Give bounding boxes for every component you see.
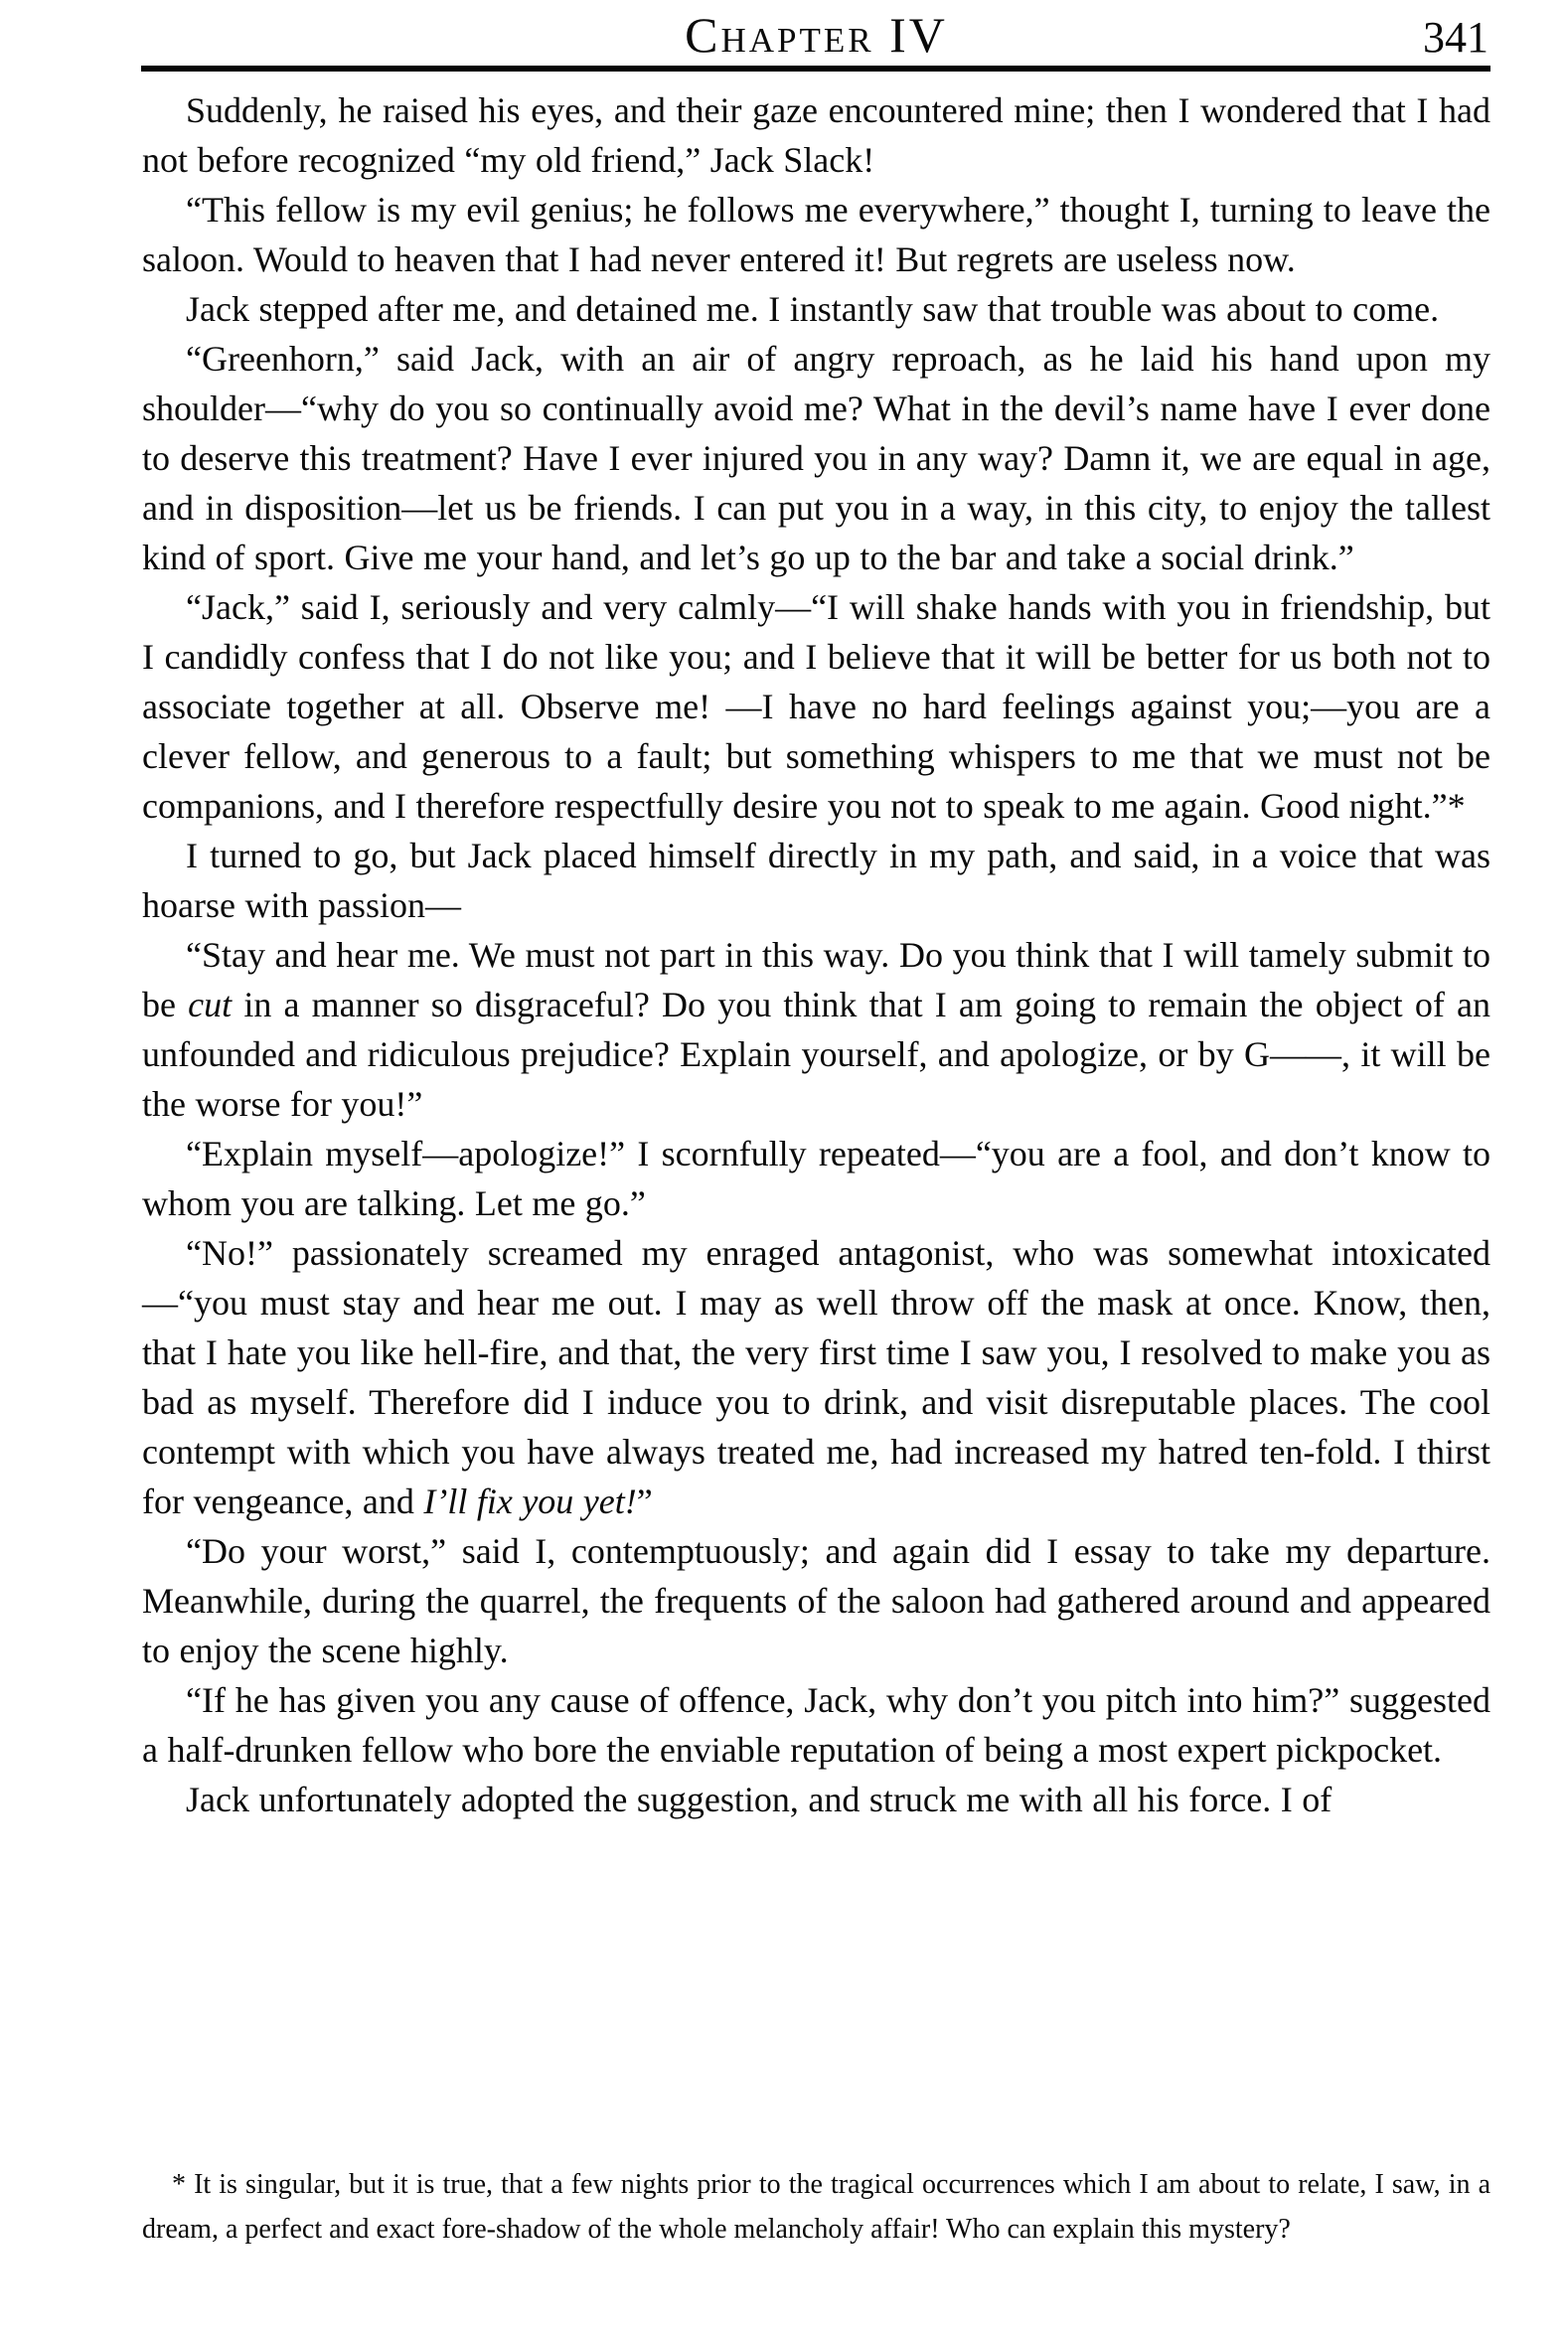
text-run: Suddenly, he raised his eyes, and their gaze encountered mine; then I wondered that I had not before recognized “my old friend,” Jack Slack! xyxy=(142,90,1490,180)
text-run: “If he has given you any cause of offence, Jack, why don’t you pitch into him?” suggested a half-drunken fellow who bore the enviable reputation of being a most expert pickpocket. xyxy=(142,1680,1490,1770)
paragraph xyxy=(142,582,1490,831)
page-number: 341 xyxy=(1423,13,1489,62)
text-run: “Jack,” said I, seriously and very calmly—“I will shake hands with you in friendship, but I candidly confess that I do not like you; and I believe that it will be better for us both not to associate together at all. Observe me! —I have no hard feelings against you;—you are a clever fellow, and generous to a fault; but something whispers to me that we must not be companions, and I therefore respectfully desire you not to speak to me again. Good night.”* xyxy=(142,587,1490,826)
text-run: “Explain myself—apologize!” I scornfully repeated—“you are a fool, and don’t know to whom you are talking. Let me go.” xyxy=(142,1134,1490,1223)
paragraph xyxy=(142,1228,1490,1526)
paragraph xyxy=(142,284,1490,334)
page-header xyxy=(142,6,1490,64)
paragraph xyxy=(142,1129,1490,1228)
text-run: Jack stepped after me, and detained me. I instantly saw that trouble was about to come. xyxy=(186,289,1440,329)
paragraph xyxy=(142,185,1490,284)
paragraph xyxy=(142,930,1490,1129)
paragraph xyxy=(142,1526,1490,1675)
text-run: “Do your worst,” said I, contemptuously; and again did I essay to take my departure. Meanwhile, during the quarrel, the frequents of the saloon had gathered around and appeared to enjoy the scene highly. xyxy=(142,1531,1490,1670)
paragraph xyxy=(142,334,1490,582)
text-run: “No!” passionately screamed my enraged antagonist, who was somewhat intoxicated—“you must stay and hear me out. I may as well throw off the mask at once. Know, then, that I hate you like hell-fire, and that, the very first time I saw you, I resolved to make you as bad as myself. Therefore did I induce you to drink, and visit disreputable places. The cool contempt with which you have always treated me, had increased my hatred ten-fold. I thirst for vengeance, and xyxy=(142,1233,1490,1521)
paragraph xyxy=(142,831,1490,930)
text-run: “This fellow is my evil genius; he follows me everywhere,” thought I, turning to leave the saloon. Would to heaven that I had never entered it! But regrets are useless now. xyxy=(142,190,1490,279)
text-run: “Stay and hear me. We must not part in this way. Do you think that I will tamely submit to be xyxy=(142,935,1490,1024)
italic-text-run: I’ll fix you yet! xyxy=(423,1482,637,1521)
paragraph xyxy=(142,1675,1490,1775)
italic-text-run: cut xyxy=(188,985,233,1024)
text-run: I turned to go, but Jack placed himself directly in my path, and said, in a voice that was hoarse with passion— xyxy=(142,836,1490,925)
text-run: * It is singular, but it is true, that a few nights prior to the tragical occurrences which I am about to relate, I saw, in a dream, a perfect and exact fore-shadow of the whole melancholy affair! Who can explain this mystery? xyxy=(142,2169,1490,2245)
paragraph xyxy=(142,1775,1490,1824)
header-rule xyxy=(141,66,1490,72)
text-run: in a manner so disgraceful? Do you think that I am going to remain the object of an unfounded and ridiculous prejudice? Explain yourself, and apologize, or by G——, it will be the worse for you!” xyxy=(142,985,1490,1124)
text-run: “Greenhorn,” said Jack, with an air of angry reproach, as he laid his hand upon my shoulder—“why do you so continually avoid me? What in the devil’s name have I ever done to deserve this treatment? Have I ever injured you in any way? Damn it, we are equal in age, and in disposition—let us be friends. I can put you in a way, in this city, to enjoy the tallest kind of sport. Give me your hand, and let’s go up to the bar and take a social drink.” xyxy=(142,339,1490,577)
body-text xyxy=(142,85,1490,1824)
text-run: Jack unfortunately adopted the suggestion, and struck me with all his force. I of xyxy=(186,1780,1333,1819)
footnote xyxy=(142,2162,1490,2252)
running-head-chapter-title: Chapter IV xyxy=(685,7,948,63)
paragraph xyxy=(142,2162,1490,2252)
paragraph xyxy=(142,85,1490,185)
text-run: ” xyxy=(636,1482,653,1521)
